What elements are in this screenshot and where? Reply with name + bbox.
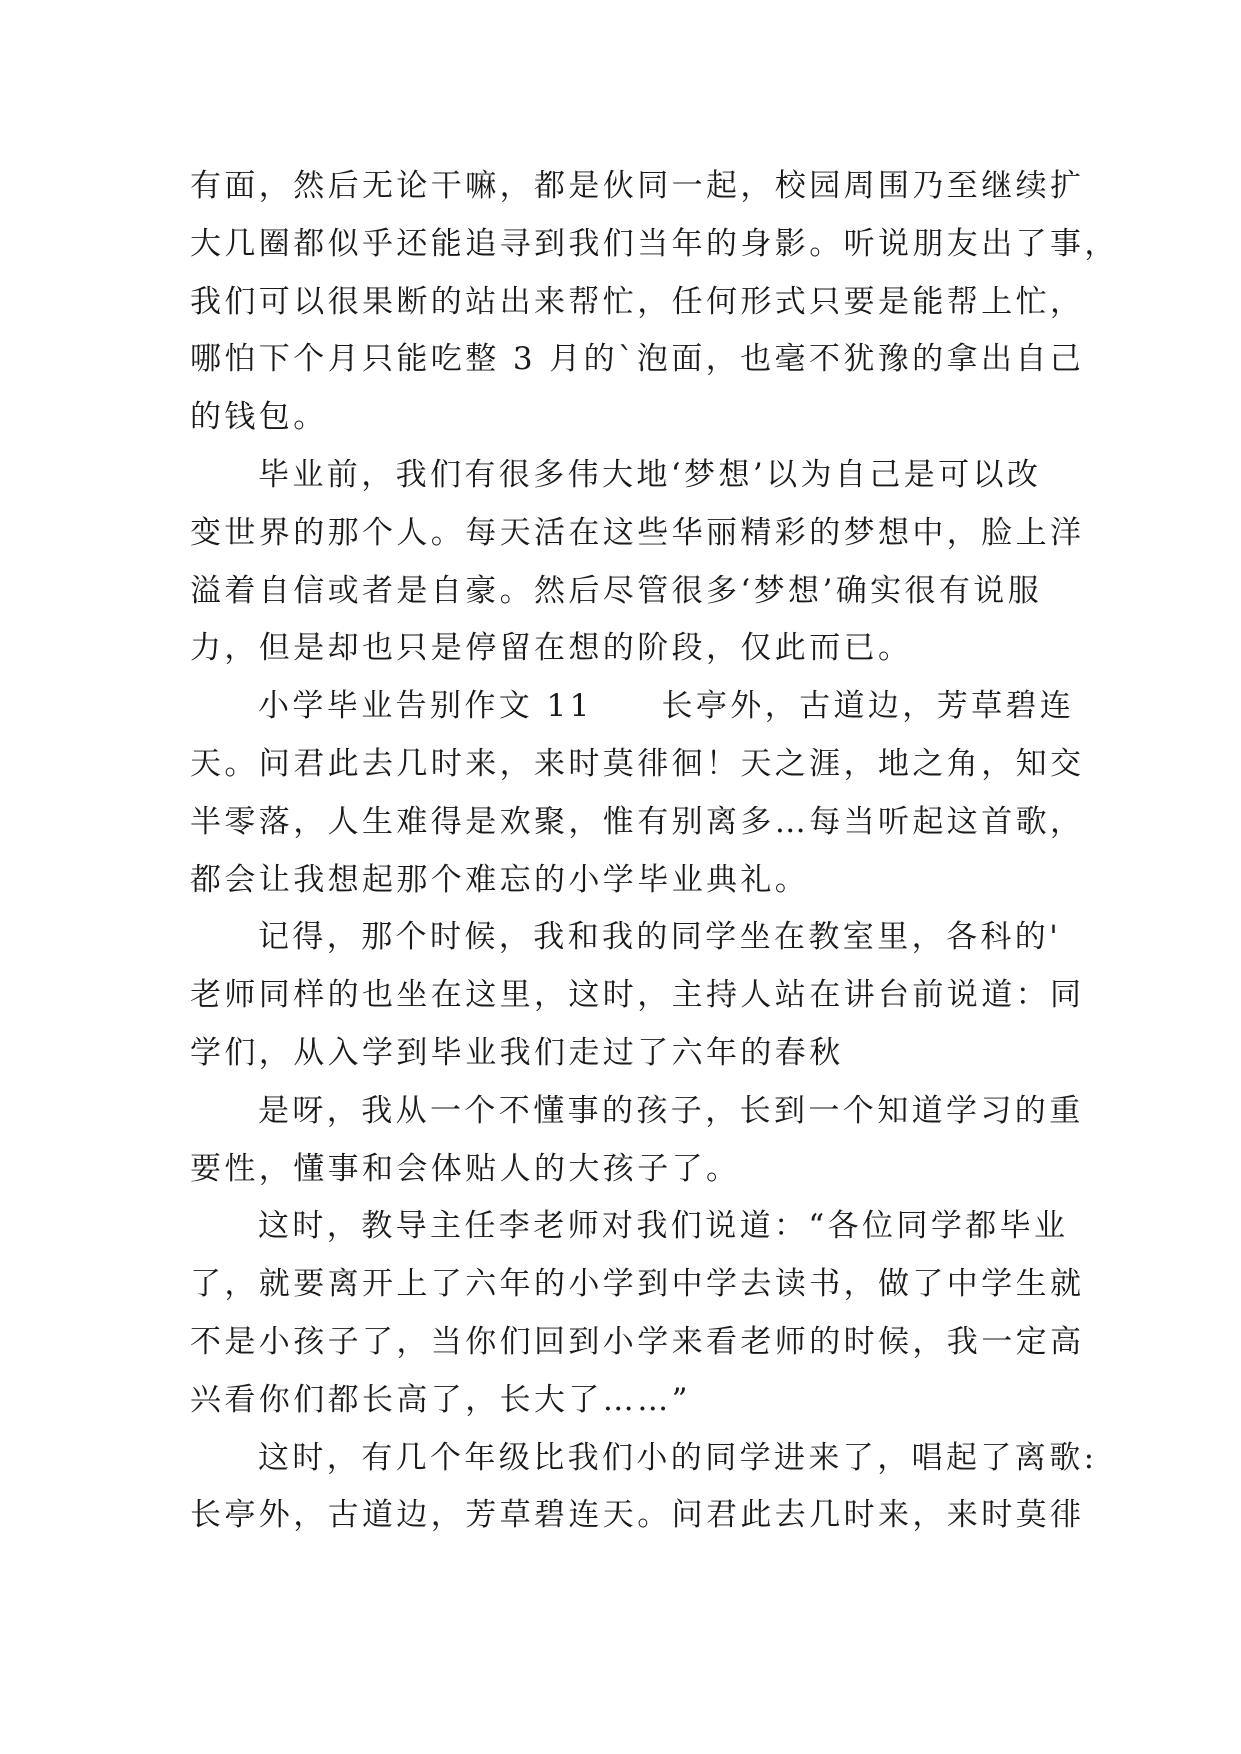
text-line: 小学毕业告别作文 11 长亭外，古道边，芳草碧连: [258, 688, 1075, 725]
text-line: 毕业前，我们有很多伟大地‘梦想’以为自己是可以改: [258, 456, 1042, 493]
text-line: 力，但是却也只是停留在想的阶段，仅此而已。: [190, 630, 913, 667]
text-line: 大几圈都似乎还能追寻到我们当年的身影。听说朋友出了事，: [190, 225, 1119, 262]
text-line: 我们可以很果断的站出来帮忙，任何形式只要是能帮上忙，: [190, 283, 1085, 320]
text-line: 的钱包。: [190, 399, 328, 436]
text-line: 是呀，我从一个不懂事的孩子，长到一个知道学习的重: [258, 1092, 1084, 1129]
text-line: 这时，教导主任李老师对我们说道：“各位同学都毕业: [258, 1208, 1069, 1245]
text-line: 溢着自信或者是自豪。然后尽管很多‘梦想’确实很有说服: [190, 572, 1043, 609]
text-line: 兴看你们都长高了，长大了……”: [190, 1381, 691, 1418]
text-line: 记得，那个时候，我和我的同学坐在教室里，各科的': [258, 919, 1062, 956]
text-line: 有面，然后无论干嘛，都是伙同一起，校园周围乃至继续扩: [190, 168, 1085, 204]
text-line: 天。问君此去几时来，来时莫徘徊！天之涯，地之角，知交: [190, 745, 1085, 782]
text-line: 半零落，人生难得是欢聚，惟有别离多…每当听起这首歌，: [190, 803, 1085, 840]
text-line: 老师同样的也坐在这里，这时，主持人站在讲台前说道：同: [190, 977, 1085, 1014]
text-line: 长亭外，古道边，芳草碧连天。问君此去几时来，来时莫徘: [190, 1497, 1085, 1534]
text-line: 这时，有几个年级比我们小的同学进来了，唱起了离歌:: [258, 1439, 1098, 1476]
text-line: 了，就要离开上了六年的小学到中学去读书，做了中学生就: [190, 1266, 1085, 1303]
text-line: 学们，从入学到毕业我们走过了六年的春秋: [190, 1034, 844, 1071]
text-line: 哪怕下个月只能吃整 3 月的`泡面，也毫不犹豫的拿出自己: [190, 341, 1085, 378]
text-line: 都会让我想起那个难忘的小学毕业典礼。: [190, 861, 810, 898]
document-body: [190, 158, 1119, 1545]
text-line: 要性，懂事和会体贴人的大孩子了。: [190, 1150, 741, 1187]
text-line: 不是小孩子了，当你们回到小学来看老师的时候，我一定高: [190, 1323, 1085, 1360]
text-line: 变世界的那个人。每天活在这些华丽精彩的梦想中，脸上洋: [190, 514, 1085, 551]
